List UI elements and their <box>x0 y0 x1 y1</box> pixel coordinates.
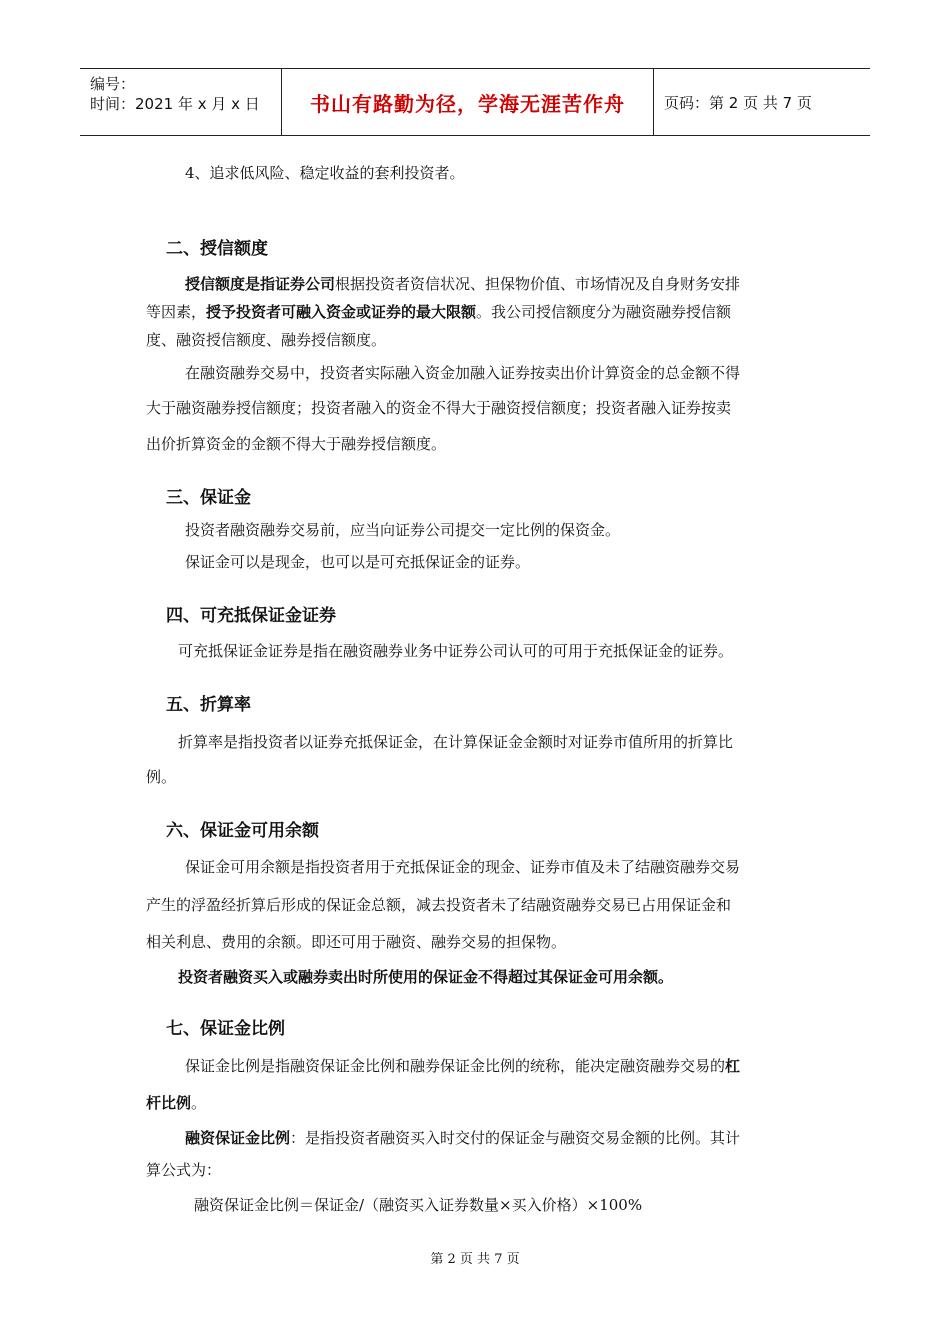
section-4-para-1: 可充抵保证金证券是指在融资融券业务中证券公司认可的可用于充抵保证金的证券。 <box>178 642 734 660</box>
section-7-para-1-line-1 <box>185 1056 740 1076</box>
leverage-bold-part-2: 杆比例 <box>146 1094 192 1112</box>
section-2-para-2-line-1: 在融资融券交易中，投资者实际融入资金加融入证券按卖出价计算资金的总金额不得 <box>185 364 741 382</box>
para-text: 根据投资者资信状况、担保物价值、市场情况及自身财务安排 <box>335 275 741 293</box>
para-text: 。 <box>191 1094 207 1112</box>
section-2-title: 二、授信额度 <box>166 239 268 259</box>
section-2-para-1-line-2 <box>146 302 731 322</box>
section-6-title: 六、保证金可用余额 <box>166 821 319 841</box>
para-text: 保证金比例是指融资保证金比例和融券保证金比例的统称，能决定融资融券交易的 <box>185 1057 726 1075</box>
section-5-title: 五、折算率 <box>166 695 251 715</box>
header-motto: 书山有路勤为径，学海无涯苦作舟 <box>282 69 654 135</box>
section-7-para-2-line-2: 算公式为： <box>146 1161 222 1179</box>
section-2-para-1-line-1 <box>185 274 740 294</box>
para-text: 。我公司授信额度分为融资融券授信额 <box>476 303 732 321</box>
section-5-para-1-line-1: 折算率是指投资者以证券充抵保证金，在计算保证金金额时对证券市值所用的折算比 <box>178 733 734 751</box>
list-item-4: 4、追求低风险、稳定收益的套利投资者。 <box>185 164 465 182</box>
formula: 融资保证金比例＝保证金/（融资买入证券数量×买入价格）×100% <box>194 1196 643 1214</box>
section-2-para-2-line-2: 大于融资融券授信额度；投资者融入的资金不得大于融资授信额度；投资者融入证券按卖 <box>146 399 732 417</box>
section-6-para-1-line-3: 相关利息、费用的余额。即还可用于融资、融券交易的担保物。 <box>146 933 567 951</box>
para-text: ：是指投资者融资买入时交付的保证金与融资交易金额的比例。其计 <box>290 1129 741 1147</box>
number-label: 编号： <box>90 75 136 93</box>
section-3-title: 三、保证金 <box>166 488 251 508</box>
header-page-info: 页码：第 2 页 共 7 页 <box>664 93 812 112</box>
section-4-title: 四、可充抵保证金证券 <box>166 606 336 626</box>
section-2-para-1-line-3: 度、融资授信额度、融券授信额度。 <box>146 331 387 349</box>
header-meta-cell <box>80 69 282 135</box>
section-6-para-2-bold: 投资者融资买入或融券卖出时所使用的保证金不得超过其保证金可用余额。 <box>178 968 674 986</box>
section-5-para-1-line-2: 例。 <box>146 768 177 786</box>
section-3-para-2: 保证金可以是现金，也可以是可充抵保证金的证券。 <box>185 553 531 571</box>
leverage-bold-part-1: 杠 <box>725 1057 741 1075</box>
financing-margin-ratio-bold: 融资保证金比例 <box>185 1129 291 1147</box>
credit-limit-definition-bold: 授信额度是指证券公司 <box>185 275 336 293</box>
page-footer: 第 2 页 共 7 页 <box>430 1252 520 1267</box>
section-7-para-1-line-2 <box>146 1093 206 1113</box>
max-limit-bold: 授予投资者可融入资金或证券的最大限额 <box>206 303 477 321</box>
date-label: 时间：2021 年 x 月 x 日 <box>90 95 260 113</box>
section-6-para-1-line-1: 保证金可用余额是指投资者用于充抵保证金的现金、证券市值及未了结融资融券交易 <box>185 858 741 876</box>
section-6-para-1-line-2: 产生的浮盈经折算后形成的保证金总额，减去投资者未了结融资融券交易已占用保证金和 <box>146 896 732 914</box>
section-7-para-2-line-1 <box>185 1128 740 1148</box>
section-7-title: 七、保证金比例 <box>166 1019 285 1039</box>
page-header-table <box>80 68 870 136</box>
section-3-para-1: 投资者融资融券交易前，应当向证券公司提交一定比例的保资金。 <box>185 521 621 539</box>
para-text: 等因素， <box>146 303 207 321</box>
section-2-para-2-line-3: 出价折算资金的金额不得大于融券授信额度。 <box>146 435 447 453</box>
